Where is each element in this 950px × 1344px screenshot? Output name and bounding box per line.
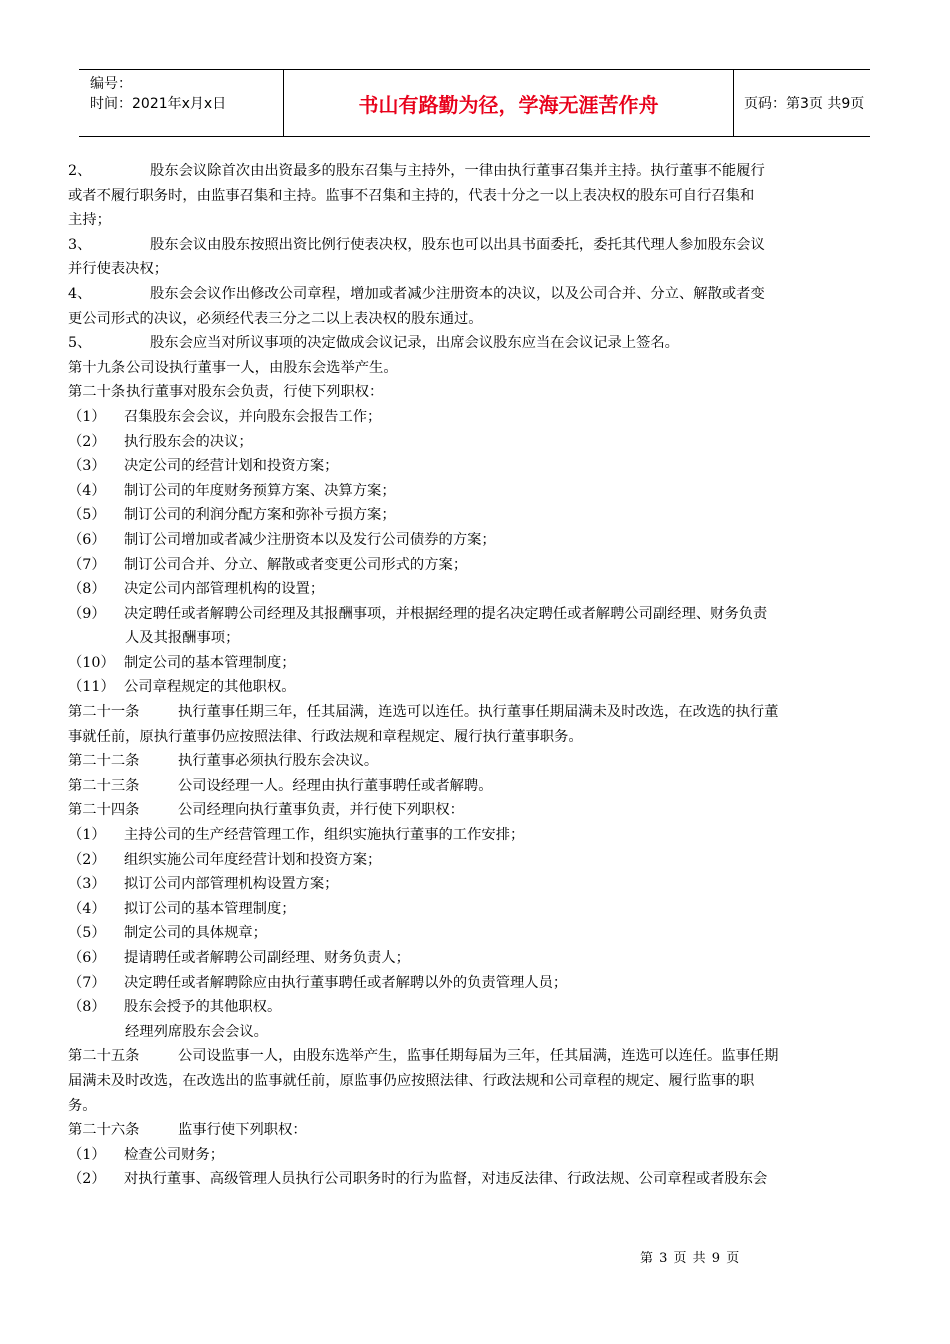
line-text: 决定公司内部管理机构的设置；: [124, 581, 325, 598]
document-body: [68, 159, 882, 1192]
clause-number: （1）: [68, 408, 106, 425]
text-line: [68, 1143, 882, 1168]
text-line: [68, 921, 882, 946]
line-text: 更公司形式的决议，必须经代表三分之二以上表决权的股东通过。: [68, 310, 483, 327]
clause-number: （5）: [68, 507, 106, 524]
clause-number: （4）: [68, 900, 106, 917]
clause-number: （7）: [68, 974, 106, 991]
line-text: 股东会议由股东按照出资比例行使表决权，股东也可以出具书面委托，委托其代理人参加股东会议: [150, 236, 765, 253]
line-text: 务。: [68, 1097, 97, 1114]
clause-number: （8）: [68, 581, 106, 598]
text-line: [68, 503, 882, 528]
line-text: 公司章程规定的其他职权。: [124, 679, 296, 696]
clause-number: （4）: [68, 482, 106, 499]
line-text: 检查公司财务；: [124, 1146, 225, 1163]
text-line: [68, 675, 882, 700]
line-text: 对执行董事、高级管理人员执行公司职务时的行为监督，对违反法律、行政法规、公司章程或者股东会: [124, 1171, 768, 1188]
text-line: [68, 1167, 882, 1192]
text-line: [68, 946, 882, 971]
clause-number: 4、: [68, 285, 92, 302]
text-line: [68, 1069, 882, 1094]
clause-number: （10）: [68, 654, 115, 671]
clause-number: （3）: [68, 876, 106, 893]
clause-number: 第二十条: [68, 384, 126, 401]
line-text: 并行使表决权；: [68, 261, 169, 278]
text-line: [68, 331, 882, 356]
text-line: [68, 233, 882, 258]
text-line: [68, 184, 882, 209]
document-number-label: 编号：: [90, 76, 132, 92]
text-line: [68, 897, 882, 922]
line-text: 公司经理向执行董事负责，并行使下列职权：: [178, 802, 464, 819]
clause-number: 2、: [68, 163, 92, 179]
text-line: [68, 626, 882, 651]
line-text: 公司设执行董事一人，由股东会选举产生。: [126, 359, 398, 376]
line-text: 监事行使下列职权：: [178, 1122, 307, 1139]
clause-number: 3、: [68, 236, 92, 253]
line-text: 公司设监事一人，由股东选举产生，监事任期每届为三年，任其届满，连选可以连任。监事任期: [178, 1048, 779, 1065]
line-text: 提请聘任或者解聘公司副经理、财务负责人；: [124, 950, 410, 966]
page-header: [79, 69, 870, 137]
line-text: 主持；: [68, 212, 111, 229]
text-line: [68, 823, 882, 848]
line-text: 制订公司增加或者减少注册资本以及发行公司债券的方案；: [124, 531, 496, 548]
header-page-number: 页码：第3页 共9页: [744, 96, 865, 112]
text-line: [68, 774, 882, 799]
text-line: [68, 848, 882, 873]
text-line: [68, 971, 882, 996]
line-text: 股东会授予的其他职权。: [124, 999, 282, 1016]
clause-number: 第二十一条: [68, 704, 140, 721]
text-line: [68, 798, 882, 823]
text-line: [68, 257, 882, 282]
clause-number: （2）: [68, 1171, 106, 1188]
line-text: 公司设经理一人。经理由执行董事聘任或者解聘。: [178, 777, 493, 794]
text-line: [68, 159, 882, 184]
line-text: 制定公司的具体规章；: [124, 925, 267, 942]
clause-number: （6）: [68, 531, 106, 548]
text-line: [68, 1118, 882, 1143]
text-line: [68, 454, 882, 479]
line-text: 股东会议除首次由出资最多的股东召集与主持外，一律由执行董事召集并主持。执行董事不能履行: [150, 163, 765, 179]
text-line: [68, 528, 882, 553]
line-text: 届满未及时改选，在改选出的监事就任前，原监事仍应按照法律、行政法规和公司章程的规定、履行监事的职: [68, 1072, 755, 1089]
text-line: [68, 602, 882, 627]
line-text: 执行董事必须执行股东会决议。: [178, 753, 379, 770]
line-text: 或者不履行职务时，由监事召集和主持。监事不召集和主持的，代表十分之一以上表决权的股东可自行召集和: [68, 187, 755, 204]
text-line: [68, 553, 882, 578]
clause-number: （11）: [68, 679, 115, 696]
line-text: 拟订公司内部管理机构设置方案；: [124, 876, 339, 893]
clause-number: （8）: [68, 999, 106, 1016]
text-line: [68, 725, 882, 750]
line-text: 股东会会议作出修改公司章程，增加或者减少注册资本的决议，以及公司合并、分立、解散或者变: [150, 285, 765, 302]
line-text: 组织实施公司年度经营计划和投资方案；: [124, 851, 382, 868]
text-line: [68, 380, 882, 405]
clause-number: （2）: [68, 433, 106, 450]
text-line: [68, 872, 882, 897]
text-line: [68, 1020, 882, 1045]
line-text: 执行董事对股东会负责，行使下列职权：: [126, 384, 384, 401]
line-text: 制订公司的利润分配方案和弥补亏损方案；: [124, 507, 396, 524]
text-line: [68, 356, 882, 381]
clause-number: （1）: [68, 1146, 106, 1163]
clause-number: （2）: [68, 851, 106, 868]
line-text: 执行股东会的决议；: [124, 433, 253, 450]
clause-number: 第二十二条: [68, 753, 140, 770]
text-line: [68, 307, 882, 332]
text-line: [68, 282, 882, 307]
text-line: [68, 208, 882, 233]
clause-number: 第二十六条: [68, 1122, 140, 1139]
line-text: 拟订公司的基本管理制度；: [124, 900, 296, 917]
clause-number: （7）: [68, 556, 106, 573]
line-text: 主持公司的生产经营管理工作，组织实施执行董事的工作安排；: [124, 827, 525, 844]
header-motto: 书山有路勤为径，学海无涯苦作舟: [283, 70, 734, 136]
clause-number: 第二十三条: [68, 777, 140, 794]
clause-number: 5、: [68, 335, 92, 352]
line-text: 制定公司的基本管理制度；: [124, 654, 296, 671]
clause-number: （5）: [68, 925, 106, 942]
line-text: 决定聘任或者解聘公司经理及其报酬事项，并根据经理的提名决定聘任或者解聘公司副经理、财务负责: [124, 605, 768, 622]
text-line: [68, 1044, 882, 1069]
line-text: 事就任前，原执行董事仍应按照法律、行政法规和章程规定、履行执行董事职务。: [68, 728, 583, 745]
clause-number: 第十九条: [68, 359, 126, 376]
clause-number: （3）: [68, 458, 106, 475]
document-time-label: 时间：2021年x月x日: [90, 96, 227, 112]
text-line: [68, 1094, 882, 1119]
text-line: [68, 405, 882, 430]
line-text: 决定公司的经营计划和投资方案；: [124, 458, 339, 475]
clause-number: 第二十五条: [68, 1048, 140, 1065]
clause-number: 第二十四条: [68, 802, 140, 819]
line-text: 制订公司的年度财务预算方案、决算方案；: [124, 482, 396, 499]
line-text: 召集股东会会议，并向股东会报告工作；: [124, 408, 382, 425]
text-line: [68, 749, 882, 774]
line-text: 决定聘任或者解聘除应由执行董事聘任或者解聘以外的负责管理人员；: [124, 974, 568, 991]
clause-number: （9）: [68, 605, 106, 622]
line-text: 经理列席股东会会议。: [125, 1023, 268, 1040]
text-line: [68, 995, 882, 1020]
header-meta: [79, 70, 283, 136]
line-text: 执行董事任期三年，任其届满，连选可以连任。执行董事任期届满未及时改选，在改选的执行董: [178, 704, 779, 721]
text-line: [68, 479, 882, 504]
text-line: [68, 700, 882, 725]
line-text: 人及其报酬事项；: [125, 630, 240, 647]
line-text: 制订公司合并、分立、解散或者变更公司形式的方案；: [124, 556, 468, 573]
clause-number: （6）: [68, 950, 106, 966]
text-line: [68, 577, 882, 602]
line-text: 股东会应当对所议事项的决定做成会议记录，出席会议股东应当在会议记录上签名。: [150, 335, 679, 352]
page-footer: 第 3 页 共 9 页: [640, 1251, 741, 1266]
text-line: [68, 430, 882, 455]
text-line: [68, 651, 882, 676]
clause-number: （1）: [68, 827, 106, 844]
